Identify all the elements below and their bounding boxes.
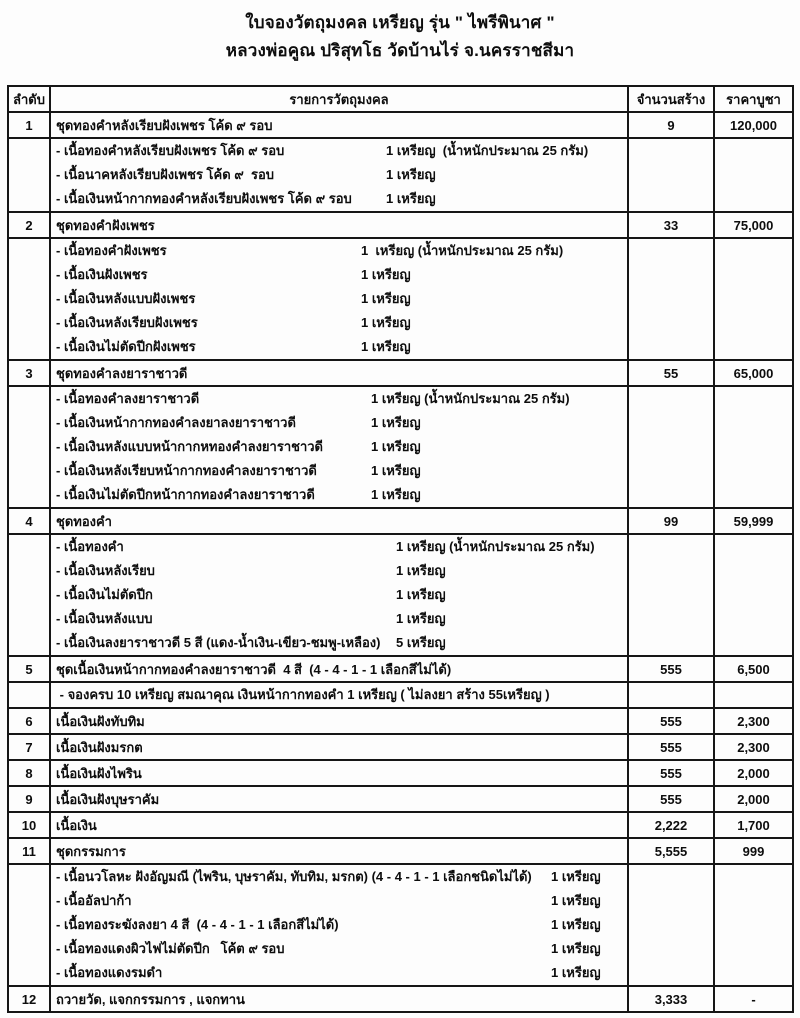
sub-item-amount: 1 เหรียญ — [371, 487, 421, 502]
sub-item-amount: 1 เหรียญ (น้ำหนักประมาณ 25 กรัม) — [361, 243, 564, 258]
price-cell: 75,000 — [733, 217, 774, 233]
price-empty-cell — [715, 387, 792, 507]
sub-item-text: - เนื้อเงินหลังเรียบ — [56, 563, 155, 578]
sub-item-amount: 1 เหรียญ — [371, 463, 421, 478]
item-name-cell: ชุดทองคำ — [51, 509, 629, 533]
sub-item-amount: 1 เหรียญ — [386, 191, 436, 206]
sub-item-line — [56, 139, 627, 163]
sub-item-amount: 1 เหรียญ — [371, 439, 421, 454]
sub-item-text: - เนื้อทองคำฝังเพชร — [56, 243, 167, 258]
sub-item-text: - เนื้อทองคำลงยาราชาวดี — [56, 391, 200, 406]
sub-item-text: - เนื้อเงินไม่ตัดปีกฝังเพชร — [56, 339, 196, 354]
price-cell: - — [751, 991, 756, 1007]
table-sub-row — [9, 239, 792, 361]
page-title-line2: หลวงพ่อคูณ ปริสุทโธ วัดบ้านไร่ จ.นครราชสีมา — [225, 41, 575, 60]
sub-item-line — [56, 163, 627, 187]
sub-item-line — [56, 535, 627, 559]
table-sub-row — [9, 865, 792, 987]
sub-item-amount: 1 เหรียญ — [396, 563, 446, 578]
sub-item-text: - เนื้อเงินลงยาราชาวดี 5 สี (แดง-น้ำเงิน-เขียว-ชมพู-เหลือง) — [56, 635, 381, 650]
quantity-cell: 99 — [629, 509, 715, 533]
price-cell: 2,300 — [737, 739, 770, 755]
price-empty-cell — [715, 535, 792, 655]
price-empty-cell — [715, 683, 792, 707]
sub-item-amount: 5 เหรียญ — [396, 635, 446, 650]
sub-item-line — [56, 559, 627, 583]
sub-item-lines-cell — [51, 535, 629, 655]
sub-item-line — [56, 335, 627, 359]
item-name-cell: ชุดเนื้อเงินหน้ากากทองคำลงยาราชาวดี 4 สี (4 - 4 - 1 - 1 เลือกสีไม่ได้) — [51, 657, 629, 681]
row-number-cell: 9 — [9, 787, 51, 811]
quantity-cell: 555 — [629, 761, 715, 785]
item-name-cell: ถวายวัด, แจกกรรมการ , แจกทาน — [51, 987, 629, 1011]
price-cell: 1,700 — [737, 817, 770, 833]
quantity-cell: 3,333 — [629, 987, 715, 1011]
sub-item-line — [56, 263, 627, 287]
row-number-cell: 3 — [9, 361, 51, 385]
sub-item-text: - เนื้อเงินหลังเรียบฝังเพชร — [56, 315, 198, 330]
item-name-cell: เนื้อเงินฝังไพริน — [51, 761, 629, 785]
row-number-empty-cell — [9, 139, 51, 211]
table-row — [9, 361, 792, 387]
price-empty-cell — [715, 865, 792, 985]
row-number-empty-cell — [9, 387, 51, 507]
sub-item-line — [56, 913, 627, 937]
sub-item-amount: 1 เหรียญ — [396, 611, 446, 626]
table-row — [9, 787, 792, 813]
table-row — [9, 813, 792, 839]
quantity-cell: 2,222 — [629, 813, 715, 837]
sub-item-text: - เนื้อทองแดงรมดำ — [56, 965, 163, 980]
sub-item-text: - เนื้อเงินหลังแบบฝังเพชร — [56, 291, 196, 306]
sub-item-line — [56, 631, 627, 655]
sub-item-line — [56, 937, 627, 961]
sub-item-amount: 1 เหรียญ — [396, 587, 446, 602]
table-sub-row — [9, 683, 792, 709]
sub-item-text: - เนื้ออัลปาก้า — [56, 893, 132, 908]
sub-item-line — [56, 411, 627, 435]
sub-item-amount: 1 เหรียญ — [361, 339, 411, 354]
price-cell: 120,000 — [730, 117, 777, 133]
table-row — [9, 509, 792, 535]
sub-item-lines-cell — [51, 387, 629, 507]
page-title-line1: ใบจองวัตถุมงคล เหรียญ รุ่น " ไพรีพินาศ " — [245, 13, 555, 32]
sub-item-amount: 1 เหรียญ — [551, 893, 601, 908]
table-row — [9, 709, 792, 735]
quantity-cell: 5,555 — [629, 839, 715, 863]
row-number-cell: 4 — [9, 509, 51, 533]
table-body — [9, 113, 792, 1011]
table-header-row — [9, 87, 792, 113]
price-empty-cell — [715, 139, 792, 211]
table-row — [9, 839, 792, 865]
quantity-empty-cell — [629, 535, 715, 655]
quantity-cell: 33 — [629, 213, 715, 237]
sub-item-lines-cell — [51, 239, 629, 359]
price-cell: 65,000 — [733, 365, 774, 381]
row-number-empty-cell — [9, 535, 51, 655]
header-quantity: จำนวนสร้าง — [629, 87, 715, 111]
sub-item-text: - เนื้อนวโลหะ ฝังอัญมณี (ไพริน, บุษราคัม, ทับทิม, มรกต) (4 - 4 - 1 - 1 เลือกชนิดไม่ได้) — [56, 869, 532, 884]
row-number-cell: 6 — [9, 709, 51, 733]
quantity-cell: 555 — [629, 735, 715, 759]
row-number-cell: 1 — [9, 113, 51, 137]
sub-item-line — [56, 961, 627, 985]
table-row — [9, 761, 792, 787]
sub-item-text: - เนื้อทองแดงผิวไฟไม่ตัดปีก โค้ต ๙ รอบ — [56, 941, 285, 956]
sub-item-text: - เนื้อนาคหลังเรียบฝังเพชร โค้ด ๙ รอบ — [56, 167, 275, 182]
item-name-cell: ชุดกรรมการ — [51, 839, 629, 863]
sub-item-lines-cell — [51, 683, 629, 707]
row-number-cell: 10 — [9, 813, 51, 837]
sub-item-amount: 1 เหรียญ (น้ำหนักประมาณ 25 กรัม) — [386, 143, 589, 158]
sub-item-line — [56, 683, 627, 707]
table-sub-row — [9, 387, 792, 509]
sub-item-text: - เนื้อทองระฆังลงยา 4 สี (4 - 4 - 1 - 1 เลือกสีไม่ได้) — [56, 917, 339, 932]
item-name-cell: เนื้อเงินฝังบุษราคัม — [51, 787, 629, 811]
header-no: ลำดับ — [9, 87, 51, 111]
price-cell: 6,500 — [737, 661, 770, 677]
sub-item-text: - เนื้อเงินหลังเรียบหน้ากากทองคำลงยาราชาวดี — [56, 463, 317, 478]
row-number-cell: 8 — [9, 761, 51, 785]
table-row — [9, 213, 792, 239]
sub-item-text: - เนื้อเงินไม่ตัดปีกหน้ากากทองคำลงยาราชาวดี — [56, 487, 315, 502]
price-cell: 2,000 — [737, 765, 770, 781]
table-row — [9, 657, 792, 683]
row-number-cell: 12 — [9, 987, 51, 1011]
sub-item-amount: 1 เหรียญ — [361, 267, 411, 282]
quantity-cell: 555 — [629, 709, 715, 733]
sub-item-line — [56, 459, 627, 483]
price-cell: 2,300 — [737, 713, 770, 729]
sub-item-lines-cell — [51, 865, 629, 985]
row-number-empty-cell — [9, 239, 51, 359]
document-header — [0, 0, 800, 65]
sub-item-text: - เนื้อทองคำ — [56, 539, 124, 554]
row-number-cell: 7 — [9, 735, 51, 759]
price-empty-cell — [715, 239, 792, 359]
sub-item-line — [56, 239, 627, 263]
price-cell: 999 — [742, 843, 765, 859]
quantity-cell: 55 — [629, 361, 715, 385]
sub-item-lines-cell — [51, 139, 629, 211]
sub-item-amount: 1 เหรียญ — [386, 167, 436, 182]
sub-item-text: - เนื้อเงินไม่ตัดปีก — [56, 587, 153, 602]
sub-item-text: - เนื้อเงินฝังเพชร — [56, 267, 148, 282]
sub-item-line — [56, 889, 627, 913]
sub-item-text: - เนื้อทองคำหลังเรียบฝังเพชร โค้ด ๙ รอบ — [56, 143, 285, 158]
row-number-cell: 11 — [9, 839, 51, 863]
quantity-empty-cell — [629, 139, 715, 211]
quantity-empty-cell — [629, 683, 715, 707]
price-cell: 59,999 — [733, 513, 774, 529]
sub-item-text: - เนื้อเงินหน้ากากทองคำหลังเรียบฝังเพชร โค้ด ๙ รอบ — [56, 191, 352, 206]
sub-item-amount: 1 เหรียญ — [551, 917, 601, 932]
sub-item-amount: 1 เหรียญ — [361, 315, 411, 330]
sub-item-text: - จองครบ 10 เหรียญ สมณาคุณ เงินหน้ากากทองคำ 1 เหรียญ ( ไม่ลงยา สร้าง 55เหรียญ ) — [56, 687, 550, 702]
sub-item-line — [56, 287, 627, 311]
row-number-empty-cell — [9, 865, 51, 985]
table-row — [9, 113, 792, 139]
item-name-cell: เนื้อเงินฝังทับทิม — [51, 709, 629, 733]
sub-item-amount: 1 เหรียญ — [371, 415, 421, 430]
sub-item-amount: 1 เหรียญ — [361, 291, 411, 306]
row-number-empty-cell — [9, 683, 51, 707]
quantity-cell: 555 — [629, 787, 715, 811]
sub-item-amount: 1 เหรียญ (น้ำหนักประมาณ 25 กรัม) — [371, 391, 570, 406]
sub-item-line — [56, 387, 627, 411]
sub-item-line — [56, 435, 627, 459]
sub-item-line — [56, 187, 627, 211]
item-name-cell: ชุดทองคำลงยาราชาวดี — [51, 361, 629, 385]
sub-item-amount: 1 เหรียญ — [551, 965, 601, 980]
sub-item-line — [56, 865, 627, 889]
table-row — [9, 735, 792, 761]
sub-item-line — [56, 607, 627, 631]
item-name-cell: ชุดทองคำหลังเรียบฝังเพชร โค้ด ๙ รอบ — [51, 113, 629, 137]
price-cell: 2,000 — [737, 791, 770, 807]
row-number-cell: 2 — [9, 213, 51, 237]
quantity-cell: 555 — [629, 657, 715, 681]
sub-item-line — [56, 583, 627, 607]
table-sub-row — [9, 139, 792, 213]
sub-item-line — [56, 483, 627, 507]
quantity-empty-cell — [629, 865, 715, 985]
quantity-cell: 9 — [629, 113, 715, 137]
header-item: รายการวัตถุมงคล — [51, 87, 629, 111]
sub-item-line — [56, 311, 627, 335]
quantity-empty-cell — [629, 387, 715, 507]
sub-item-text: - เนื้อเงินหลังแบบ — [56, 611, 153, 626]
table-row — [9, 987, 792, 1011]
header-price: ราคาบูชา — [726, 91, 781, 107]
item-name-cell: เนื้อเงิน — [51, 813, 629, 837]
item-name-cell: เนื้อเงินฝังมรกต — [51, 735, 629, 759]
sub-item-text: - เนื้อเงินหลังแบบหน้ากากหทองคำลงยาราชาวดี — [56, 439, 323, 454]
order-table — [7, 85, 794, 1013]
quantity-empty-cell — [629, 239, 715, 359]
row-number-cell: 5 — [9, 657, 51, 681]
item-name-cell: ชุดทองคำฝังเพชร — [51, 213, 629, 237]
sub-item-amount: 1 เหรียญ — [551, 869, 601, 884]
sub-item-text: - เนื้อเงินหน้ากากทองคำลงยาลงยาราชาวดี — [56, 415, 296, 430]
sub-item-amount: 1 เหรียญ (น้ำหนักประมาณ 25 กรัม) — [396, 539, 595, 554]
table-sub-row — [9, 535, 792, 657]
sub-item-amount: 1 เหรียญ — [551, 941, 601, 956]
